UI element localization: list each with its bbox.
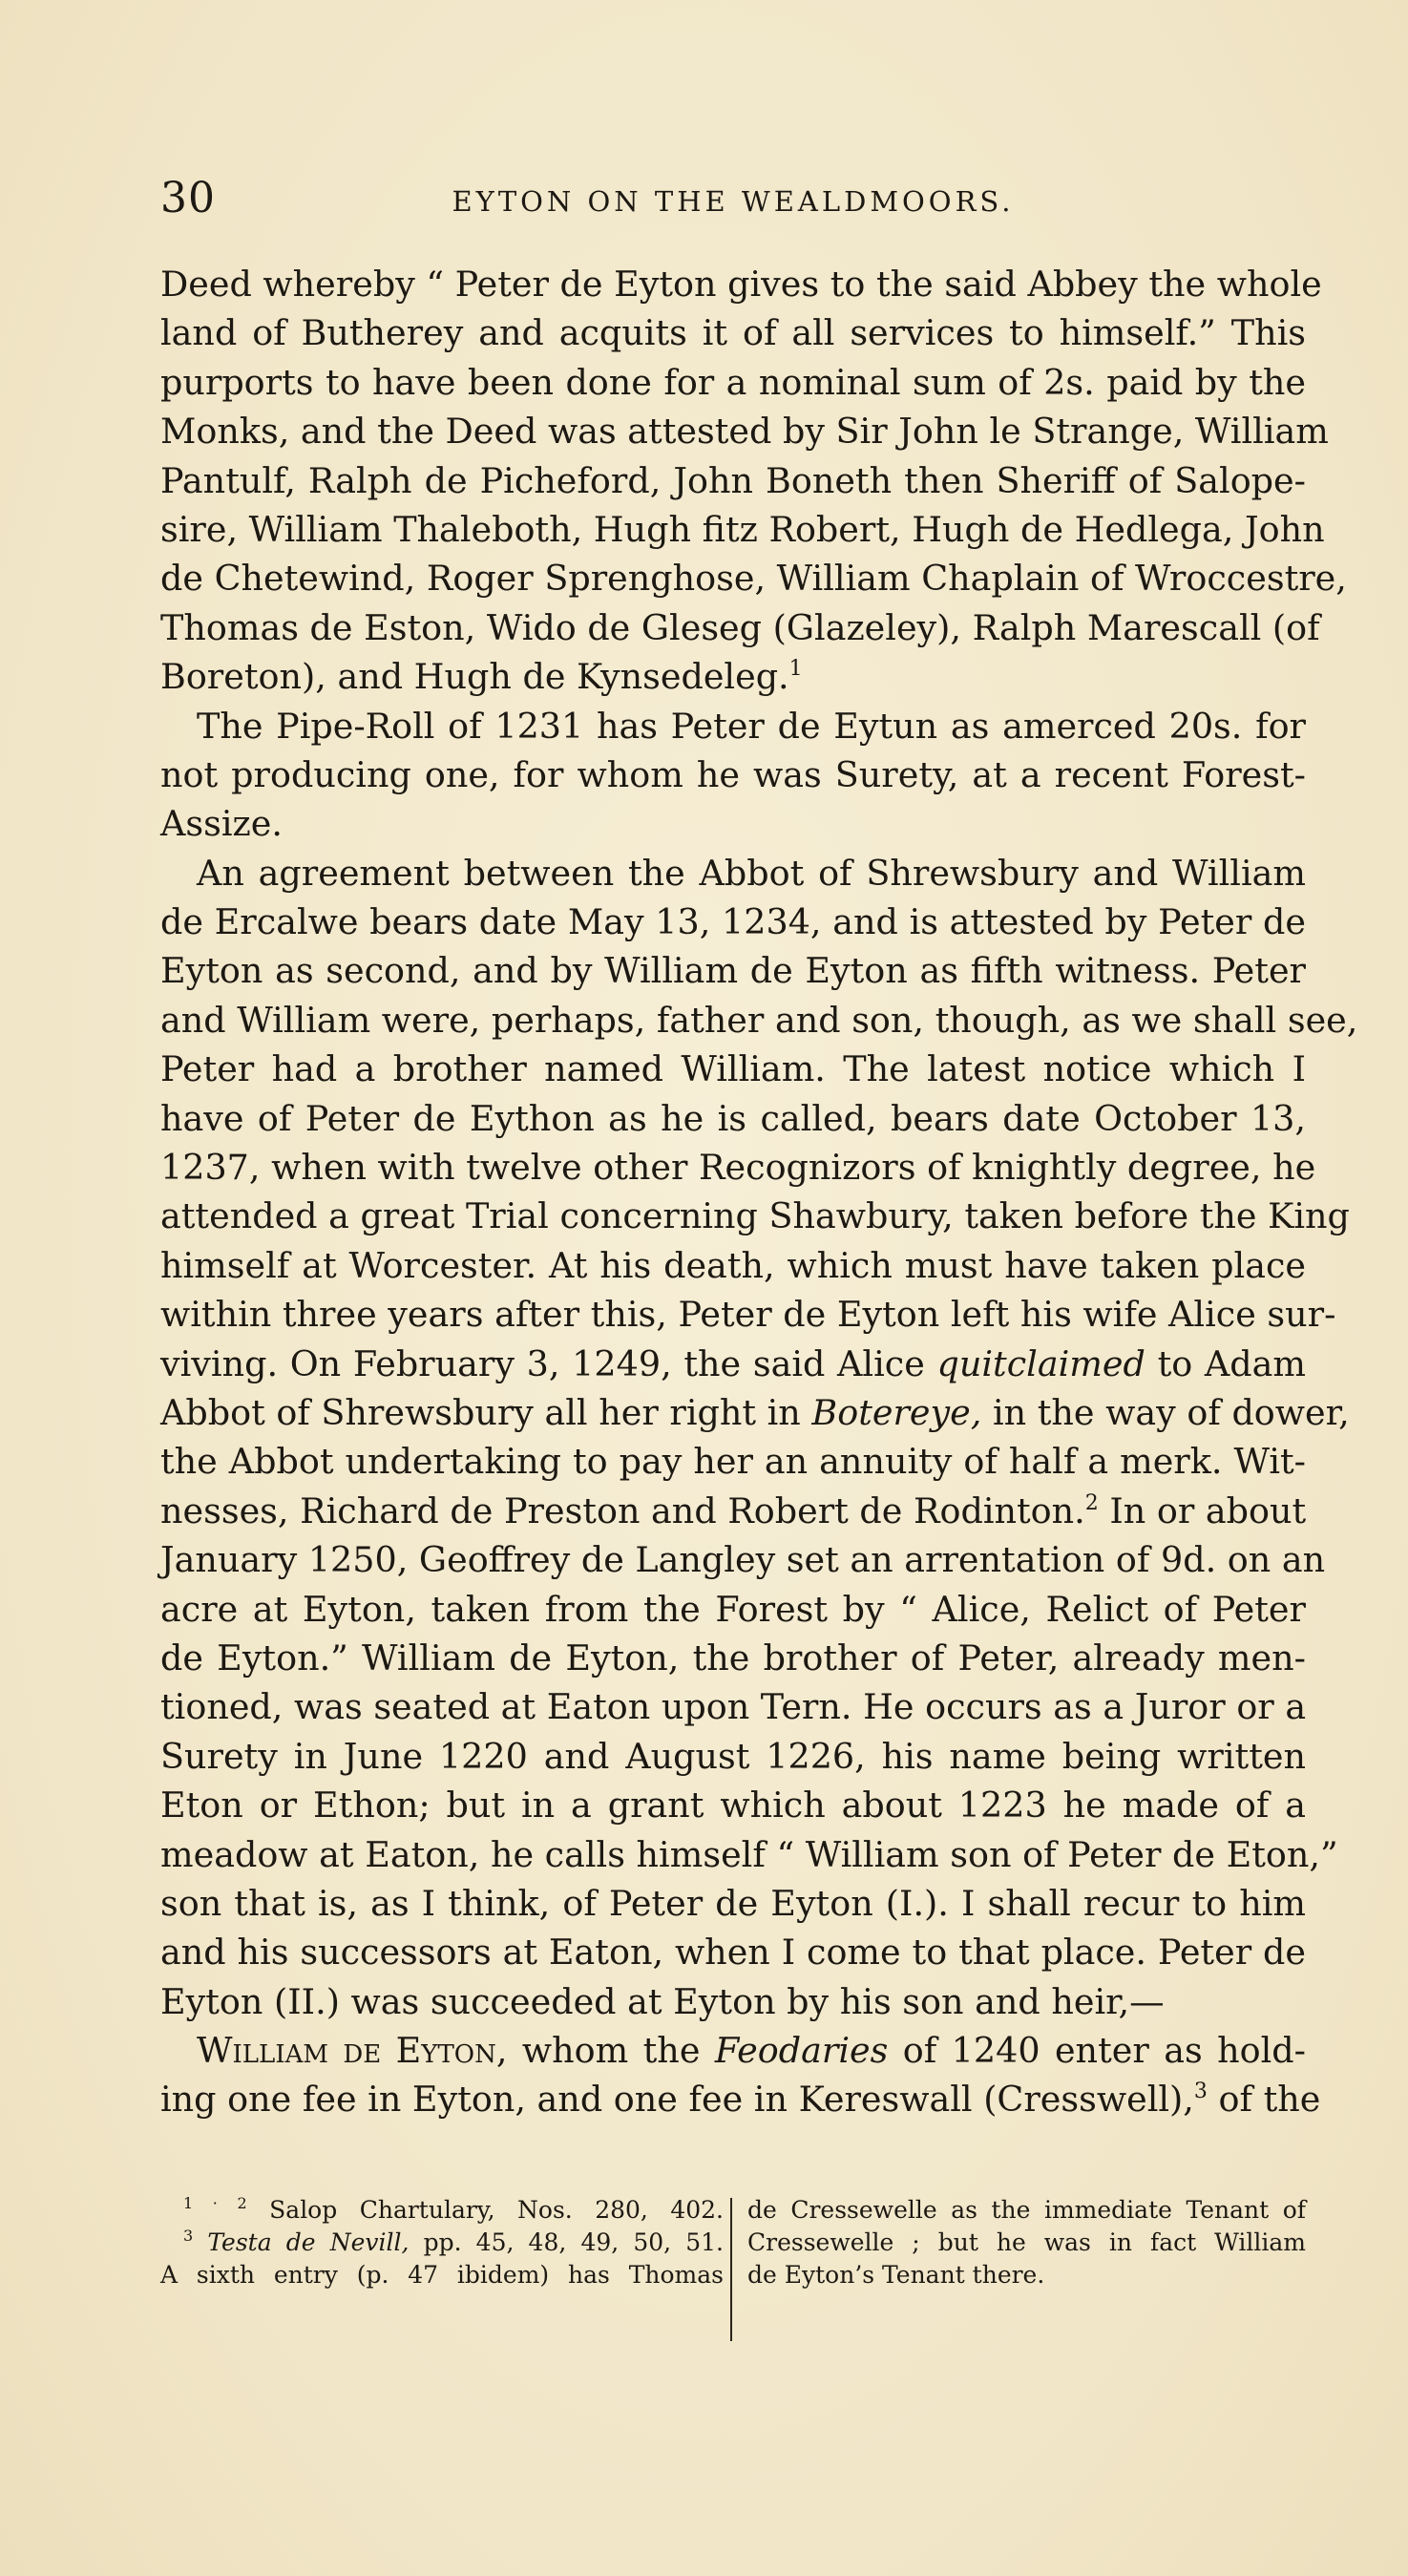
text-segment: Boreton), and Hugh de Kynsedeleg. bbox=[160, 656, 789, 698]
italic-term: Botereye, bbox=[811, 1391, 982, 1433]
text-line: acre at Eyton, taken from the Forest by “ Alice, Relict of Peter bbox=[160, 1588, 1306, 1630]
page-number: 30 bbox=[160, 174, 216, 222]
footnote-ref: 1 bbox=[788, 657, 803, 682]
text-line: tioned, was seated at Eaton upon Tern. He occurs as a Juror or a bbox=[160, 1686, 1307, 1728]
footnote-line: Cressewelle ; but he was in fact William bbox=[747, 2228, 1306, 2256]
text-line: Pantulf, Ralph de Picheford, John Boneth then Sheriff of Salope- bbox=[160, 459, 1306, 501]
footnote-text: Salop Chartulary, Nos. 280, 402. bbox=[269, 2196, 724, 2224]
text-line: Deed whereby “ Peter de Eyton gives to the said Abbey the whole bbox=[160, 264, 1322, 305]
text-line: January 1250, Geoffrey de Langley set an arrentation of 9d. on an bbox=[160, 1539, 1326, 1581]
text-segment: of the bbox=[1218, 2079, 1321, 2121]
text-line bbox=[160, 1487, 1306, 1535]
text-line: himself at Worcester. At his death, which must have taken place bbox=[160, 1244, 1306, 1286]
italic-term: quitclaimed bbox=[936, 1342, 1145, 1384]
text-segment: in the way of dower, bbox=[992, 1391, 1350, 1433]
text-line: The Pipe-Roll of 1231 has Peter de Eytun as amerced 20s. for bbox=[197, 705, 1306, 747]
text-segment: whom the bbox=[521, 2030, 701, 2072]
running-title: EYTON ON THE WEALDMOORS. bbox=[452, 185, 1015, 218]
text-line bbox=[160, 1340, 1306, 1388]
text-line: 1237, when with twelve other Recognizors of knightly degree, he bbox=[160, 1147, 1316, 1189]
footnote-line bbox=[160, 2194, 724, 2227]
page-header bbox=[160, 174, 1306, 231]
footnote-ref: 3 bbox=[1193, 2080, 1208, 2104]
text-line: purports to have been done for a nominal sum of 2s. paid by the bbox=[160, 361, 1306, 403]
text-segment: nesses, Richard de Preston and Robert de Rodinton. bbox=[160, 1489, 1085, 1531]
text-line: sire, William Thaleboth, Hugh fitz Robert, Hugh de Hedlega, John bbox=[160, 508, 1325, 550]
text-line: Peter had a brother named William. The latest notice which I bbox=[160, 1048, 1306, 1090]
text-line: Monks, and the Deed was attested by Sir John le Strange, William bbox=[160, 411, 1329, 453]
footnotes bbox=[160, 2194, 1306, 2375]
footnote-line: A sixth entry (p. 47 ibidem) has Thomas bbox=[160, 2261, 724, 2289]
text-line: meadow at Eaton, he calls himself “ William son of Peter de Eton,” bbox=[160, 1833, 1338, 1875]
text-line: not producing one, for whom he was Surety, at a recent Forest- bbox=[160, 753, 1306, 795]
footnote-marker: 1 · 2 bbox=[183, 2194, 247, 2212]
text-line: Assize. bbox=[160, 803, 283, 845]
footnote-ref: 2 bbox=[1084, 1490, 1099, 1515]
text-line: Thomas de Eston, Wido de Gleseg (Glazeley), Ralph Marescall (of bbox=[160, 606, 1320, 648]
text-line bbox=[160, 2075, 1321, 2123]
footnote-column-left bbox=[160, 2194, 724, 2291]
text-line: Eyton (II.) was succeeded at Eyton by his son and heir,— bbox=[160, 1980, 1165, 2022]
text-line: and his successors at Eaton, when I come to that place. Peter de bbox=[160, 1932, 1306, 1974]
text-line: attended a great Trial concerning Shawbury, taken before the King bbox=[160, 1195, 1350, 1237]
text-line: Surety in June 1220 and August 1226, his name being written bbox=[160, 1735, 1306, 1777]
text-segment: to Adam bbox=[1157, 1342, 1306, 1384]
text-segment: of 1240 enter as hold- bbox=[902, 2030, 1306, 2072]
text-line: within three years after this, Peter de Eyton left his wife Alice sur- bbox=[160, 1294, 1336, 1336]
text-line: son that is, as I think, of Peter de Eyton (I.). I shall recur to him bbox=[160, 1882, 1306, 1924]
text-line bbox=[160, 2026, 1306, 2075]
footnote-divider bbox=[730, 2198, 732, 2341]
text-line: land of Butherey and acquits it of all services to himself.” This bbox=[160, 312, 1306, 354]
text-line: the Abbot undertaking to pay her an annuity of half a merk. Wit- bbox=[160, 1441, 1306, 1483]
text-line bbox=[160, 652, 1306, 701]
text-segment: Abbot of Shrewsbury all her right in bbox=[160, 1391, 801, 1433]
text-line: An agreement between the Abbot of Shrewsbury and William bbox=[197, 852, 1306, 894]
text-line: Eton or Ethon; but in a grant which about 1223 he made of a bbox=[160, 1784, 1306, 1826]
text-line: de Eyton.” William de Eyton, the brother of Peter, already men- bbox=[160, 1636, 1306, 1679]
italic-term: Feodaries bbox=[714, 2030, 889, 2072]
footnote-line: de Cressewelle as the immediate Tenant of bbox=[747, 2196, 1306, 2224]
footnote-line: de Eyton’s Tenant there. bbox=[747, 2261, 1045, 2289]
footnote-text: pp. 45, 48, 49, 50, 51. bbox=[423, 2228, 724, 2256]
text-line bbox=[160, 1388, 1350, 1437]
footnote-line bbox=[160, 2227, 724, 2259]
text-line: and William were, perhaps, father and son, though, as we shall see, bbox=[160, 999, 1358, 1041]
text-line: Eyton as second, and by William de Eyton as fifth witness. Peter bbox=[160, 950, 1306, 992]
text-line: have of Peter de Eython as he is called, bears date October 13, bbox=[160, 1097, 1306, 1139]
text-segment: ing one fee in Eyton, and one fee in Kereswall (Cresswell), bbox=[160, 2079, 1194, 2121]
text-segment: In or about bbox=[1109, 1489, 1307, 1531]
small-caps-name: William de Eyton, bbox=[197, 2030, 508, 2072]
text-segment: viving. On February 3, 1249, the said Alice bbox=[160, 1342, 925, 1384]
body-text bbox=[160, 260, 1358, 2124]
text-line: de Chetewind, Roger Sprenghose, William Chaplain of Wroccestre, bbox=[160, 558, 1347, 600]
footnote-marker: 3 bbox=[183, 2227, 194, 2245]
text-line: de Ercalwe bears date May 13, 1234, and is attested by Peter de bbox=[160, 901, 1306, 943]
footnote-title: Testa de Nevill, bbox=[207, 2228, 410, 2256]
footnote-column-right bbox=[747, 2194, 1306, 2291]
